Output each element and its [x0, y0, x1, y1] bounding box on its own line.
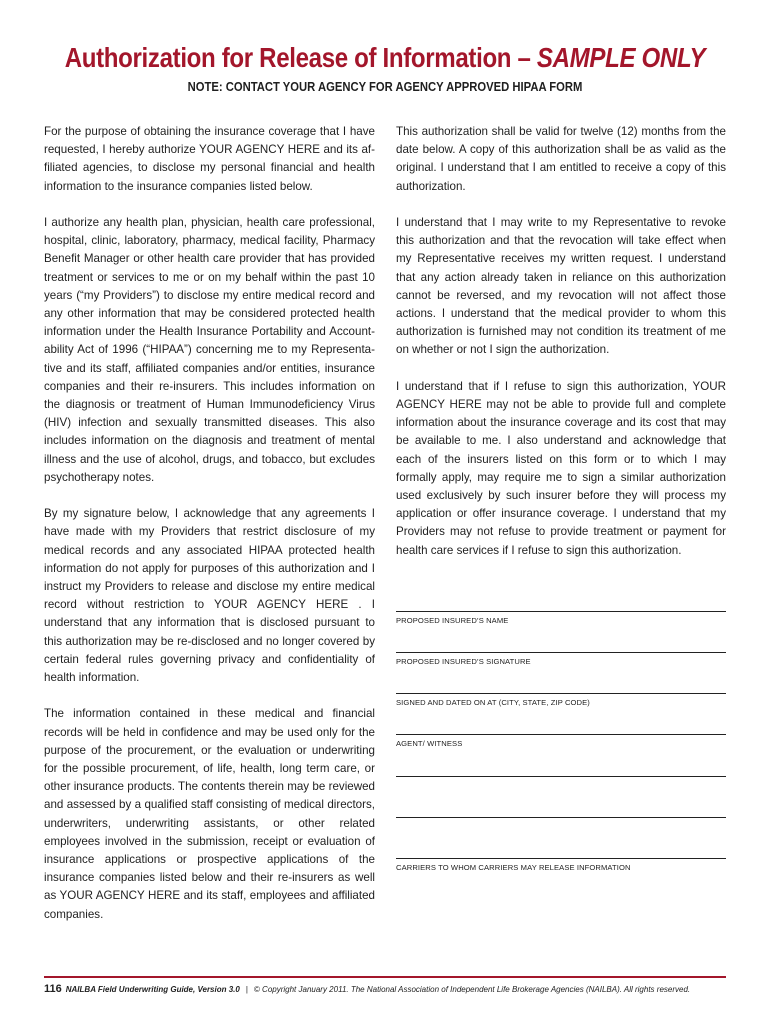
signed-dated-line — [396, 693, 726, 694]
right-column — [396, 123, 726, 578]
witness-label: AGENT/ WITNESS — [396, 739, 463, 748]
name-label: PROPOSED INSURED’S NAME — [396, 616, 509, 625]
signed-dated-label: SIGNED AND DATED ON AT (CITY, STATE, ZIP CODE) — [396, 698, 590, 707]
paragraph-confidentiality: The information contained in these medical and financial records will be held in confidence and may be used only for the purpose of the procurement, or the evaluation or underwriting for the possible procurement, of life, health, long term care, or other insurance products. The contents therein may be reviewed and assessed by a qualified staff consisting of medical directors, underwriters, underwriting assistants, or other related employees involved in the submission, receipt or evaluation of insurance applications or prospective applications of the insurance companies listed below and their re-insurers as well as YOUR AGENCY HERE and its staff, employees and affiliated companies. — [44, 707, 375, 921]
signature-label: PROPOSED INSURED’S SIGNATURE — [396, 657, 531, 666]
page-title — [54, 42, 716, 74]
paragraph-refusal: I understand that if I refuse to sign this authorization, YOUR AGENCY HERE may not be able to provide full and complete information about the insurance coverage and its cost that may be available to me. I also understand and acknowledge that each of the insurers listed on this form or to which I may formally apply, may require me to sign a similar authorization used exclusively by such insurer before they will process my application or offer insurance coverage. I understand that my Providers may not refuse to provide treatment or payment for health care services if I refuse to sign this authorization. — [396, 379, 726, 557]
footer-separator: | — [245, 985, 248, 994]
page-number: 116 — [44, 983, 62, 995]
witness-line — [396, 734, 726, 735]
agent-witness-field[interactable] — [396, 734, 726, 748]
title-main: Authorization for Release of Information – — [64, 42, 537, 73]
paragraph-signature-acknowledgement: By my signature below, I acknowledge that any agreements I have made with my Providers that restrict disclosure of my medical records and any associated HIPAA protected health information do not apply for purposes of this authorization and I instruct my Providers to release and disclose my entire medical record without restriction to YOUR AGENCY HERE . I understand that any information that is disclosed pursuant to this authorization may be re-disclosed and no longer covered by certain federal rules governing privacy and confidentiality of health information. — [44, 507, 375, 685]
title-sample-only: SAMPLE ONLY — [536, 42, 706, 73]
paragraph-authorize-providers: I authorize any health plan, physician, health care professional, hospital, clinic, laboratory, pharmacy, medical facility, Pharmacy Benefit Manager or other health care provider that has provided treatment or services to me or on my behalf within the past 10 years (“my Providers”) to disclose my entire medical record and any other information that may be considered protected health information under the Health Insurance Portability and Accountability Act of 1996 (“HIPAA”) concerning me to my Representative and its staff, affiliated companies and/or entities, insurance companies and their re-insurers. This includes information on the diagnosis or treatment of Human Immunodeficiency Virus (HIV) infection and sexually transmitted diseases. This also includes information on the diagnosis and treatment of mental illness and the use of alcohol, drugs, and tobacco, but excludes psychotherapy notes. — [44, 216, 375, 484]
carrier-rule-1 — [396, 776, 726, 777]
proposed-insured-name-field[interactable] — [396, 611, 726, 625]
carrier-line-2[interactable] — [396, 817, 726, 818]
proposed-insured-signature-field[interactable] — [396, 652, 726, 666]
paragraph-purpose: For the purpose of obtaining the insurance coverage that I have requested, I hereby authorize YOUR AGENCY HERE and its affiliated agencies, to disclose my personal financial and health information to the insurance companies listed below. — [44, 125, 375, 193]
carriers-label: CARRIERS TO WHOM CARRIERS MAY RELEASE INFORMATION — [396, 863, 631, 872]
carriers-field[interactable] — [396, 858, 726, 872]
copyright-notice: © Copyright January 2011. The National Association of Independent Life Brokerage Agencies (NAILBA). All rights reserved. — [253, 985, 691, 994]
carriers-line — [396, 858, 726, 859]
left-column — [44, 123, 375, 942]
page-footer — [44, 983, 744, 995]
guide-title: NAILBA Field Underwriting Guide, Version 3.0 — [65, 985, 240, 994]
carrier-line-1[interactable] — [396, 776, 726, 777]
carrier-rule-2 — [396, 817, 726, 818]
name-line — [396, 611, 726, 612]
signature-line — [396, 652, 726, 653]
footer-divider — [44, 976, 726, 978]
paragraph-validity: This authorization shall be valid for twelve (12) months from the date below. A copy of this authorization shall be as valid as the original. I understand that I am entitled to receive a copy of this authorization. — [396, 125, 726, 193]
paragraph-revocation: I understand that I may write to my Representative to revoke this authorization and that the revocation will take effect when my Representative receives my written request. I understand that any action already taken in reliance on this authorization cannot be reversed, and my revocation will not affect those actions. I understand that the medical provider to whom this authorization is furnished may not condition its treatment of me on whether or not I sign the authorization. — [396, 216, 726, 357]
signed-dated-field[interactable] — [396, 693, 726, 707]
hipaa-note: NOTE: CONTACT YOUR AGENCY FOR AGENCY APPROVED HIPAA FORM — [187, 80, 583, 94]
